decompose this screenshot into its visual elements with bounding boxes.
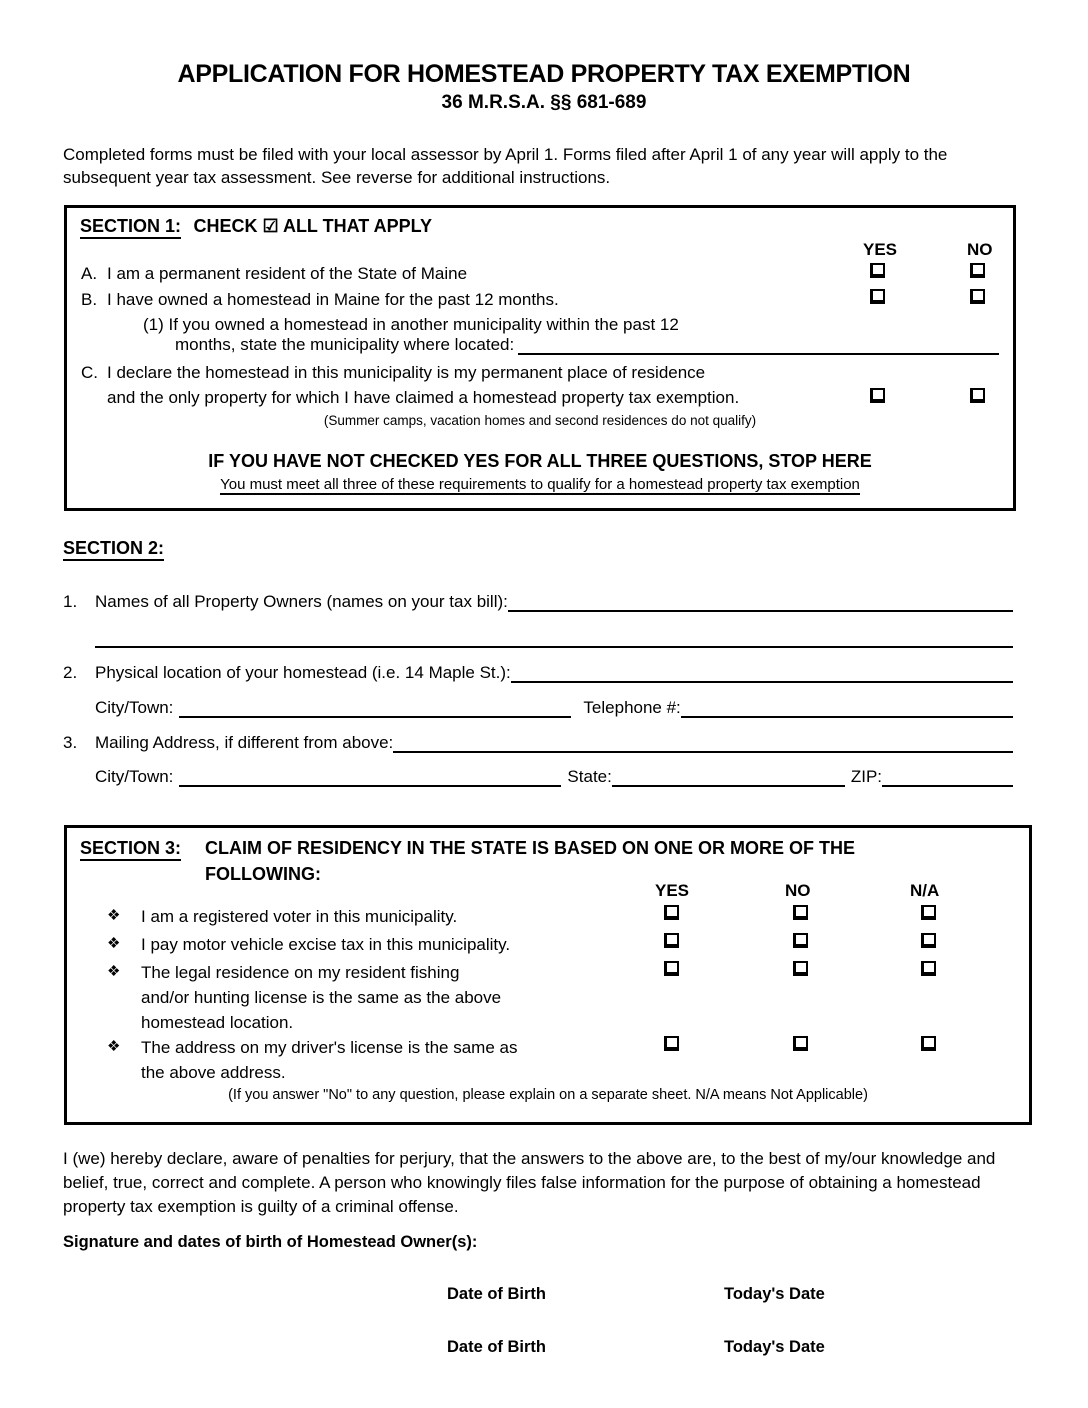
today-label-1: Today's Date	[724, 1285, 825, 1303]
requirements-note: You must meet all three of these requirements to qualify for a homestead property tax exemption	[220, 476, 860, 493]
section3-box	[64, 825, 1032, 1125]
section3-label-wrap	[80, 838, 181, 861]
dob-label-1: Date of Birth	[447, 1285, 546, 1303]
residency-item-license-line2: the above address.	[141, 1063, 286, 1082]
checkbox-fishing-no[interactable]	[793, 961, 808, 976]
zip-field[interactable]	[882, 783, 1013, 787]
owners-names-field[interactable]	[508, 608, 1013, 612]
mailing-citytown-field[interactable]	[179, 783, 561, 787]
checkbox-license-na[interactable]	[921, 1036, 936, 1051]
checkbox-excise-na[interactable]	[921, 933, 936, 948]
checkbox-a-yes[interactable]	[870, 263, 885, 278]
municipality-located-field[interactable]	[518, 351, 999, 355]
question-b-text: I have owned a homestead in Maine for the past 12 months.	[107, 290, 559, 309]
filing-instructions: Completed forms must be filed with your local assessor by April 1. Forms filed after April 1 of any year will apply to the subsequent year tax assessment. See reverse for additional instructions.	[63, 145, 948, 187]
state-field[interactable]	[612, 783, 845, 787]
q3-zip-label: ZIP:	[850, 767, 883, 786]
physical-location-field[interactable]	[511, 679, 1013, 683]
section1-label: SECTION 1:	[80, 216, 181, 239]
question-c-line1-text: I declare the homestead in this municipality is my permanent place of residence	[107, 363, 706, 382]
section2-heading	[63, 538, 164, 561]
section3-no-header: NO	[785, 881, 811, 900]
dob-label-2: Date of Birth	[447, 1338, 546, 1356]
summer-camps-note: (Summer camps, vacation homes and second residences do not qualify)	[323, 413, 757, 428]
checkbox-voter-na[interactable]	[921, 905, 936, 920]
homestead-citytown-field[interactable]	[179, 714, 571, 718]
diamond-bullet-icon: ❖	[107, 935, 121, 952]
section1-yes-header: YES	[863, 240, 898, 259]
owners-names-row	[63, 592, 1013, 612]
requirements-note-wrap	[67, 476, 1013, 495]
form-title: APPLICATION FOR HOMESTEAD PROPERTY TAX EXEMPTION	[177, 60, 911, 88]
question-a-letter: A.	[81, 264, 98, 283]
checkbox-license-no[interactable]	[793, 1036, 808, 1051]
residency-item-fishing-line3: homestead location.	[141, 1013, 294, 1032]
residency-item-license-line1: The address on my driver's license is the same as	[141, 1038, 518, 1057]
diamond-bullet-icon: ❖	[107, 963, 121, 980]
question-c-letter: C.	[81, 363, 98, 382]
section1-no-header: NO	[967, 240, 993, 259]
residency-item-excise-tax: I pay motor vehicle excise tax in this municipality.	[141, 935, 511, 954]
signature-row-2	[60, 1338, 1002, 1357]
section3-label: SECTION 3:	[80, 838, 181, 861]
stop-here-warning: IF YOU HAVE NOT CHECKED YES FOR ALL THREE QUESTIONS, STOP HERE	[208, 451, 872, 471]
q3-number: 3.	[63, 733, 78, 752]
residency-item-fishing-line2: and/or hunting license is the same as the above	[141, 988, 502, 1007]
diamond-bullet-icon: ❖	[107, 1038, 121, 1055]
checkbox-c-yes[interactable]	[870, 388, 885, 403]
q1-label: Names of all Property Owners (names on your tax bill):	[95, 592, 508, 611]
checkbox-excise-no[interactable]	[793, 933, 808, 948]
q1-number: 1.	[63, 592, 78, 611]
question-c-line2: and the only property for which I have claimed a homestead property tax exemption.	[107, 388, 740, 407]
signature-row-1	[60, 1285, 1002, 1304]
mailing-address-row	[63, 733, 1013, 753]
telephone-field[interactable]	[681, 714, 1013, 718]
checkbox-voter-no[interactable]	[793, 905, 808, 920]
citytown-state-zip-row	[95, 767, 1013, 787]
citytown-telephone-row	[95, 698, 1013, 718]
checkbox-excise-yes[interactable]	[664, 933, 679, 948]
residency-item-fishing-line1: The legal residence on my resident fishing	[141, 963, 460, 982]
physical-location-row	[63, 663, 1013, 683]
signature-section-heading: Signature and dates of birth of Homestead Owner(s):	[63, 1233, 478, 1251]
checkbox-voter-yes[interactable]	[664, 905, 679, 920]
question-c-line1	[81, 363, 705, 383]
section2-label: SECTION 2:	[63, 538, 164, 561]
question-b	[81, 290, 559, 310]
checkbox-fishing-yes[interactable]	[664, 961, 679, 976]
section1-heading-text: CHECK ☑ ALL THAT APPLY	[193, 216, 432, 236]
question-a-text: I am a permanent resident of the State of Maine	[107, 264, 468, 283]
owners-names-field-line2[interactable]	[95, 628, 1013, 648]
diamond-bullet-icon: ❖	[107, 907, 121, 924]
question-b1-line2-text: months, state the municipality where located:	[175, 335, 515, 354]
answer-no-note: (If you answer "No" to any question, please explain on a separate sheet. N/A means Not Applicable)	[228, 1087, 868, 1103]
checkbox-fishing-na[interactable]	[921, 961, 936, 976]
checkbox-b-no[interactable]	[970, 289, 985, 304]
q2-label: Physical location of your homestead (i.e. 14 Maple St.):	[95, 663, 511, 682]
checkbox-b-yes[interactable]	[870, 289, 885, 304]
q2-citytown-label: City/Town:	[95, 698, 174, 717]
q2-number: 2.	[63, 663, 78, 682]
checkbox-c-no[interactable]	[970, 388, 985, 403]
today-label-2: Today's Date	[724, 1338, 825, 1356]
section1-heading	[80, 216, 432, 239]
section3-heading-line1: CLAIM OF RESIDENCY IN THE STATE IS BASED ON ONE OR MORE OF THE	[205, 838, 856, 858]
question-b-letter: B.	[81, 290, 98, 309]
section3-heading-line2: FOLLOWING:	[205, 864, 321, 884]
q3-citytown-label: City/Town:	[95, 767, 174, 786]
section3-na-header: N/A	[910, 881, 940, 900]
q3-state-label: State:	[567, 767, 612, 786]
section1-box	[64, 205, 1016, 511]
checkbox-a-no[interactable]	[970, 263, 985, 278]
q3-label: Mailing Address, if different from above:	[95, 733, 394, 752]
checkbox-license-yes[interactable]	[664, 1036, 679, 1051]
question-a	[81, 264, 467, 284]
question-b1-line2-row	[175, 335, 999, 355]
statute-subtitle: 36 M.R.S.A. §§ 681-689	[441, 92, 647, 113]
section3-yes-header: YES	[655, 881, 690, 900]
q2-telephone-label: Telephone #:	[583, 698, 681, 717]
perjury-declaration: I (we) hereby declare, aware of penalties for perjury, that the answers to the above are, to the best of my/our knowledge and belief, true, correct and complete. A person who knowingly files false information for the purpose of obtaining a homestead property tax exemption is guilty of a criminal offense.	[63, 1149, 996, 1216]
question-b1-line1: (1) If you owned a homestead in another municipality within the past 12	[143, 315, 679, 334]
residency-item-voter: I am a registered voter in this municipality.	[141, 907, 458, 926]
mailing-address-field[interactable]	[393, 749, 1013, 753]
